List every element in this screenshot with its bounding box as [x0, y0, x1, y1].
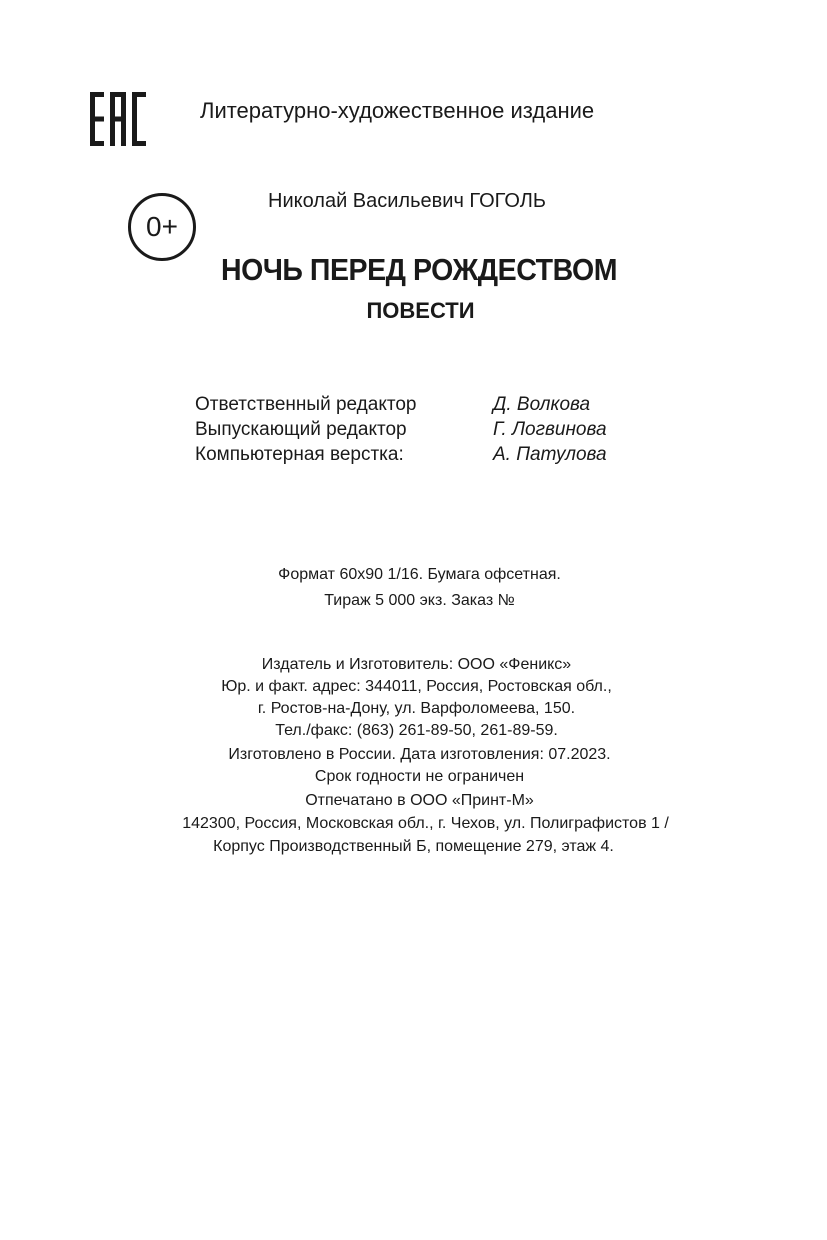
printer-name: Отпечатано в ООО «Принт-М» [305, 792, 534, 809]
book-subtitle: ПОВЕСТИ [366, 298, 475, 323]
credit-role: Ответственный редактор [195, 394, 417, 415]
credit-role: Выпускающий редактор [195, 419, 407, 440]
print-run: Тираж 5 000 экз. Заказ № [324, 592, 515, 609]
publisher-line: Издатель и Изготовитель: ООО «Феникс» [261, 656, 572, 673]
publisher-address: Юр. и факт. адрес: 344011, Россия, Ростовская обл., [221, 678, 612, 695]
publisher-phone: Тел./факс: (863) 261-89-50, 261-89-59. [275, 722, 558, 739]
edition-type: Литературно-художественное издание [200, 98, 595, 123]
book-title: НОЧЬ ПЕРЕД РОЖДЕСТВОМ [220, 252, 618, 287]
shelf-life: Срок годности не ограничен [314, 768, 525, 785]
credit-name: Г. Логвинова [493, 419, 607, 440]
printer-address: Корпус Производственный Б, помещение 279, этаж 4. [213, 838, 614, 855]
credit-name: Д. Волкова [493, 394, 591, 415]
credit-role: Компьютерная верстка: [195, 444, 404, 465]
credit-name: А. Патулова [493, 444, 607, 465]
eac-certification-mark [90, 92, 146, 146]
format-spec: Формат 60х90 1/16. Бумага офсетная. [278, 566, 561, 583]
publisher-address: г. Ростов-на-Дону, ул. Варфоломеева, 150. [257, 700, 576, 717]
printer-address: 142300, Россия, Московская обл., г. Чехов, ул. Полиграфистов 1 / [182, 815, 669, 832]
author-name: Николай Васильевич ГОГОЛЬ [268, 190, 546, 212]
manufacture-date: Изготовлено в России. Дата изготовления: 07.2023. [228, 746, 611, 763]
age-rating-badge: 0+ [128, 193, 196, 261]
